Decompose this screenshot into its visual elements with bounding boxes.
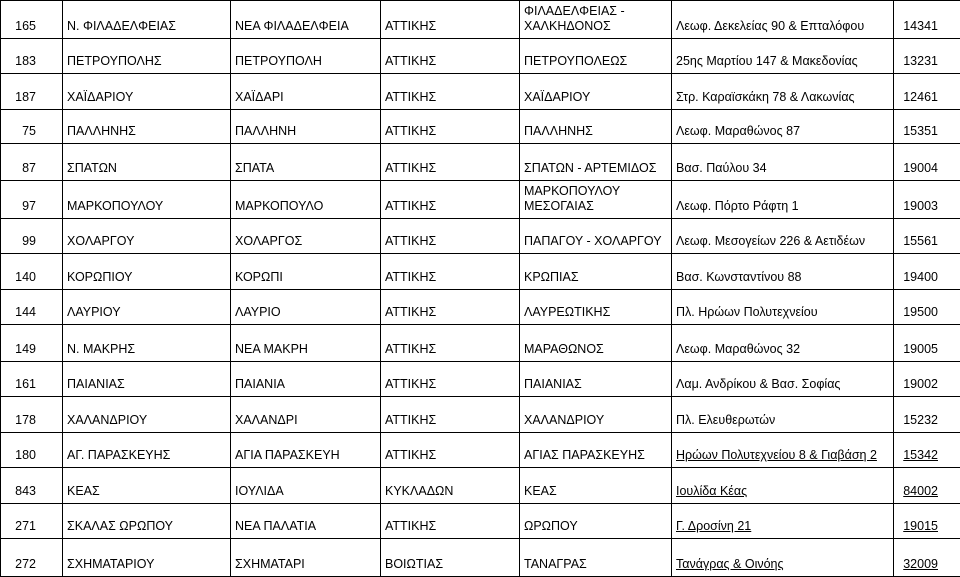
- table-row: [1, 254, 960, 290]
- municipality-cell: Ν. ΜΑΚΡΗΣ: [63, 325, 231, 362]
- area-cell: ΤΑΝΑΓΡΑΣ: [520, 539, 672, 577]
- area-cell: ΛΑΥΡΕΩΤΙΚΗΣ: [520, 290, 672, 325]
- region-cell: ΑΤΤΙΚΗΣ: [381, 325, 520, 362]
- region-cell: ΑΤΤΙΚΗΣ: [381, 110, 520, 144]
- address-cell: Λεωφ. Μεσογείων 226 & Αετιδέων: [672, 219, 894, 254]
- address-cell: Τανάγρας & Οινόης: [672, 539, 894, 577]
- address-cell: Στρ. Καραϊσκάκη 78 & Λακωνίας: [672, 74, 894, 110]
- region-cell: ΑΤΤΙΚΗΣ: [381, 433, 520, 468]
- town-cell: ΣΠΑΤΑ: [231, 144, 381, 181]
- municipality-cell: ΜΑΡΚΟΠΟΥΛΟΥ: [63, 181, 231, 219]
- branch-id-cell: 140: [1, 254, 63, 290]
- town-cell: ΠΕΤΡΟΥΠΟΛΗ: [231, 39, 381, 74]
- postal-code-cell: 19015: [894, 504, 960, 539]
- branch-id-cell: 183: [1, 39, 63, 74]
- postal-code-cell: 12461: [894, 74, 960, 110]
- region-cell: ΑΤΤΙΚΗΣ: [381, 1, 520, 39]
- region-cell: ΚΥΚΛΑΔΩΝ: [381, 468, 520, 504]
- town-cell: ΣΧΗΜΑΤΑΡΙ: [231, 539, 381, 577]
- branch-id-cell: 87: [1, 144, 63, 181]
- address-cell: Λαμ. Ανδρίκου & Βασ. Σοφίας: [672, 362, 894, 397]
- postal-code-cell: 13231: [894, 39, 960, 74]
- table-row: [1, 1, 960, 39]
- branch-id-cell: 75: [1, 110, 63, 144]
- municipality-cell: ΚΟΡΩΠΙΟΥ: [63, 254, 231, 290]
- town-cell: ΧΑΪΔΑΡΙ: [231, 74, 381, 110]
- postal-code-cell: 19005: [894, 325, 960, 362]
- postal-code-cell: 15342: [894, 433, 960, 468]
- branch-id-cell: 178: [1, 397, 63, 433]
- branch-id-cell: 161: [1, 362, 63, 397]
- area-cell: ΠΕΤΡΟΥΠΟΛΕΩΣ: [520, 39, 672, 74]
- table-row: [1, 325, 960, 362]
- address-cell: Πλ. Ελευθερωτών: [672, 397, 894, 433]
- address-cell: Πλ. Ηρώων Πολυτεχνείου: [672, 290, 894, 325]
- branch-id-cell: 144: [1, 290, 63, 325]
- municipality-cell: ΠΕΤΡΟΥΠΟΛΗΣ: [63, 39, 231, 74]
- area-cell: ΦΙΛΑΔΕΛΦΕΙΑΣ - ΧΑΛΚΗΔΟΝΟΣ: [520, 1, 672, 39]
- postal-code-cell: 19004: [894, 144, 960, 181]
- table-row: [1, 290, 960, 325]
- table-row: [1, 468, 960, 504]
- municipality-cell: ΧΑΪΔΑΡΙΟΥ: [63, 74, 231, 110]
- region-cell: ΑΤΤΙΚΗΣ: [381, 397, 520, 433]
- municipality-cell: ΧΑΛΑΝΔΡΙΟΥ: [63, 397, 231, 433]
- region-cell: ΑΤΤΙΚΗΣ: [381, 290, 520, 325]
- postal-code-cell: 32009: [894, 539, 960, 577]
- table-row: [1, 74, 960, 110]
- area-cell: ΠΑΙΑΝΙΑΣ: [520, 362, 672, 397]
- address-cell: Λεωφ. Δεκελείας 90 & Επταλόφου: [672, 1, 894, 39]
- municipality-cell: Ν. ΦΙΛΑΔΕΛΦΕΙΑΣ: [63, 1, 231, 39]
- region-cell: ΑΤΤΙΚΗΣ: [381, 254, 520, 290]
- town-cell: ΝΕΑ ΠΑΛΑΤΙΑ: [231, 504, 381, 539]
- town-cell: ΚΟΡΩΠΙ: [231, 254, 381, 290]
- address-cell: Λεωφ. Πόρτο Ράφτη 1: [672, 181, 894, 219]
- postal-code-cell: 14341: [894, 1, 960, 39]
- postal-code-cell: 19002: [894, 362, 960, 397]
- municipality-cell: ΣΧΗΜΑΤΑΡΙΟΥ: [63, 539, 231, 577]
- address-cell: Λεωφ. Μαραθώνος 32: [672, 325, 894, 362]
- branch-id-cell: 180: [1, 433, 63, 468]
- region-cell: ΑΤΤΙΚΗΣ: [381, 144, 520, 181]
- table-row: [1, 362, 960, 397]
- postal-code-cell: 15232: [894, 397, 960, 433]
- postal-code-cell: 84002: [894, 468, 960, 504]
- town-cell: ΙΟΥΛΙΔΑ: [231, 468, 381, 504]
- address-cell: Βασ. Κωνσταντίνου 88: [672, 254, 894, 290]
- branch-id-cell: 165: [1, 1, 63, 39]
- area-cell: ΚΕΑΣ: [520, 468, 672, 504]
- municipality-cell: ΣΠΑΤΩΝ: [63, 144, 231, 181]
- postal-code-cell: 19003: [894, 181, 960, 219]
- branch-id-cell: 272: [1, 539, 63, 577]
- area-cell: ΧΑΪΔΑΡΙΟΥ: [520, 74, 672, 110]
- town-cell: ΑΓΙΑ ΠΑΡΑΣΚΕΥΗ: [231, 433, 381, 468]
- area-cell: ΜΑΡΑΘΩΝΟΣ: [520, 325, 672, 362]
- postal-code-cell: 15351: [894, 110, 960, 144]
- branch-id-cell: 271: [1, 504, 63, 539]
- area-cell: ΠΑΛΛΗΝΗΣ: [520, 110, 672, 144]
- table-row: [1, 181, 960, 219]
- area-cell: ΩΡΩΠΟΥ: [520, 504, 672, 539]
- town-cell: ΠΑΙΑΝΙΑ: [231, 362, 381, 397]
- address-cell: Λεωφ. Μαραθώνος 87: [672, 110, 894, 144]
- region-cell: ΒΟΙΩΤΙΑΣ: [381, 539, 520, 577]
- region-cell: ΑΤΤΙΚΗΣ: [381, 39, 520, 74]
- region-cell: ΑΤΤΙΚΗΣ: [381, 181, 520, 219]
- address-cell: Βασ. Παύλου 34: [672, 144, 894, 181]
- table-body: [1, 1, 960, 577]
- address-cell: Γ. Δροσίνη 21: [672, 504, 894, 539]
- address-cell: Ιουλίδα Κέας: [672, 468, 894, 504]
- region-cell: ΑΤΤΙΚΗΣ: [381, 362, 520, 397]
- area-cell: ΚΡΩΠΙΑΣ: [520, 254, 672, 290]
- address-cell: Ηρώων Πολυτεχνείου 8 & Γιαβάση 2: [672, 433, 894, 468]
- branch-id-cell: 843: [1, 468, 63, 504]
- area-cell: ΧΑΛΑΝΔΡΙΟΥ: [520, 397, 672, 433]
- table-row: [1, 110, 960, 144]
- municipality-cell: ΑΓ. ΠΑΡΑΣΚΕΥΗΣ: [63, 433, 231, 468]
- municipality-cell: ΧΟΛΑΡΓΟΥ: [63, 219, 231, 254]
- region-cell: ΑΤΤΙΚΗΣ: [381, 74, 520, 110]
- town-cell: ΝΕΑ ΦΙΛΑΔΕΛΦΕΙΑ: [231, 1, 381, 39]
- municipality-cell: ΠΑΛΛΗΝΗΣ: [63, 110, 231, 144]
- municipality-cell: ΚΕΑΣ: [63, 468, 231, 504]
- municipality-cell: ΣΚΑΛΑΣ ΩΡΩΠΟΥ: [63, 504, 231, 539]
- branch-id-cell: 149: [1, 325, 63, 362]
- postal-code-cell: 19400: [894, 254, 960, 290]
- area-cell: ΑΓΙΑΣ ΠΑΡΑΣΚΕΥΗΣ: [520, 433, 672, 468]
- town-cell: ΜΑΡΚΟΠΟΥΛΟ: [231, 181, 381, 219]
- table-row: [1, 219, 960, 254]
- branch-id-cell: 99: [1, 219, 63, 254]
- town-cell: ΛΑΥΡΙΟ: [231, 290, 381, 325]
- town-cell: ΧΑΛΑΝΔΡΙ: [231, 397, 381, 433]
- table-row: [1, 39, 960, 74]
- town-cell: ΝΕΑ ΜΑΚΡΗ: [231, 325, 381, 362]
- table-row: [1, 397, 960, 433]
- branch-id-cell: 187: [1, 74, 63, 110]
- table-row: [1, 504, 960, 539]
- postal-code-cell: 19500: [894, 290, 960, 325]
- region-cell: ΑΤΤΙΚΗΣ: [381, 219, 520, 254]
- table-row: [1, 144, 960, 181]
- area-cell: ΜΑΡΚΟΠΟΥΛΟΥ ΜΕΣΟΓΑΙΑΣ: [520, 181, 672, 219]
- region-cell: ΑΤΤΙΚΗΣ: [381, 504, 520, 539]
- area-cell: ΠΑΠΑΓΟΥ - ΧΟΛΑΡΓΟΥ: [520, 219, 672, 254]
- town-cell: ΠΑΛΛΗΝΗ: [231, 110, 381, 144]
- table-row: [1, 433, 960, 468]
- postal-code-cell: 15561: [894, 219, 960, 254]
- address-cell: 25ης Μαρτίου 147 & Μακεδονίας: [672, 39, 894, 74]
- branch-id-cell: 97: [1, 181, 63, 219]
- municipality-cell: ΠΑΙΑΝΙΑΣ: [63, 362, 231, 397]
- area-cell: ΣΠΑΤΩΝ - ΑΡΤΕΜΙΔΟΣ: [520, 144, 672, 181]
- municipality-cell: ΛΑΥΡΙΟΥ: [63, 290, 231, 325]
- town-cell: ΧΟΛΑΡΓΟΣ: [231, 219, 381, 254]
- table-row: [1, 539, 960, 577]
